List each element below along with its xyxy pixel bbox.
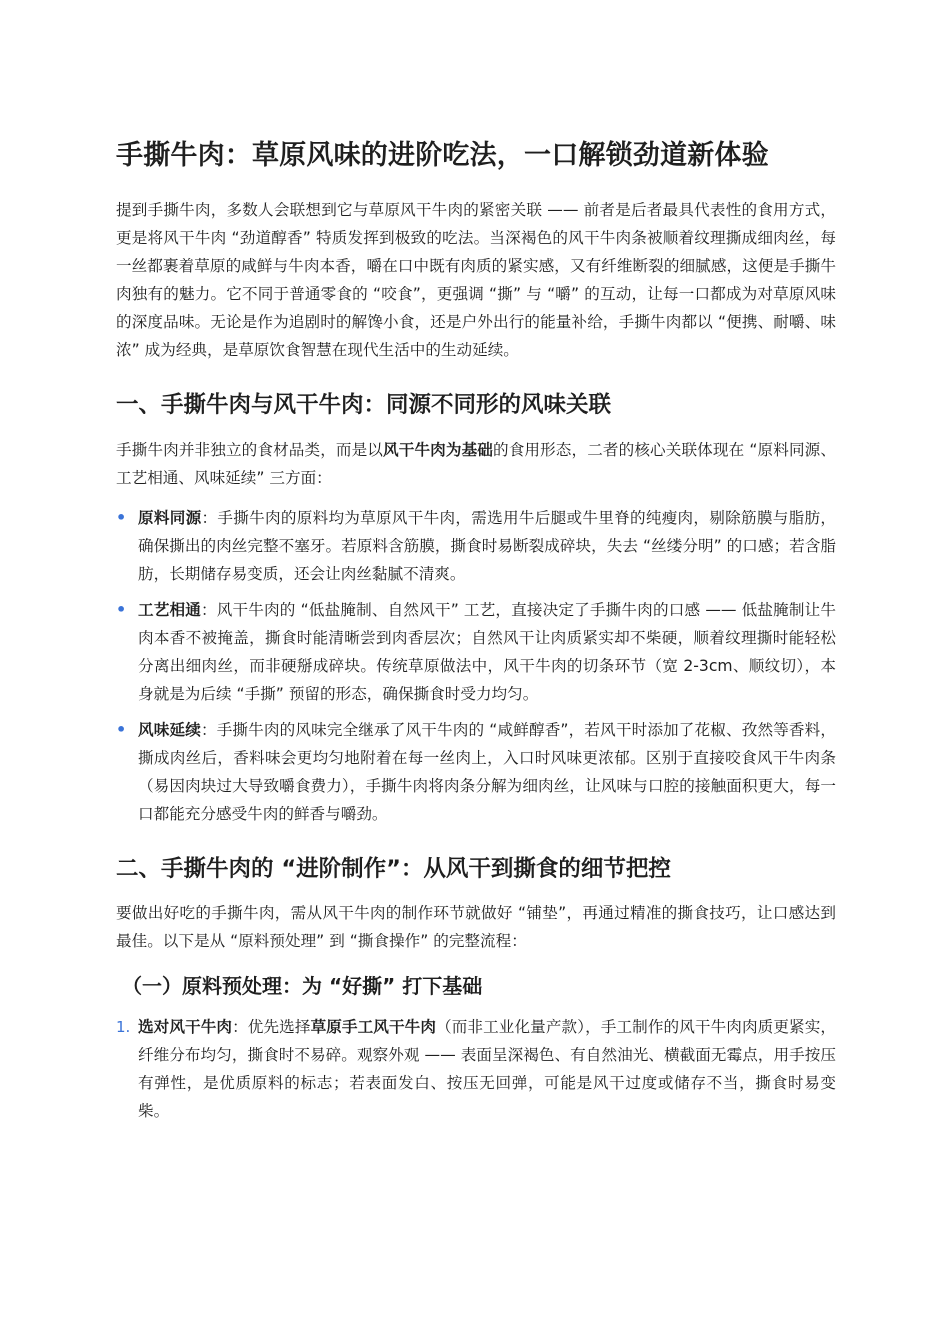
section1-bullet-list (116, 504, 836, 828)
section1-heading: 一、手撕牛肉与风干牛肉：同源不同形的风味关联 (116, 392, 612, 419)
bullet-icon: • (116, 507, 127, 527)
list-item: 1. 选对风干牛肉：优先选择草原手工风干牛肉（而非工业化量产款），手工制作的风干牛肉肉质更紧实，纤维分布均匀，撕食时不易碎。观察外观 —— 表面呈深褐色、有自然油光、横截面无霉点，用手按压有弹性，是优质原料的标志；若表面发白、按压无回弹，可能是风干过度或储存不当，撕食时易变柴。 (116, 1013, 836, 1125)
bullet-icon: • (116, 719, 127, 739)
list-item: • 风味延续：手撕牛肉的风味完全继承了风干牛肉的 “咸鲜醇香”，若风干时添加了花椒、孜然等香料，撕成肉丝后，香料味会更均匀地附着在每一丝肉上，入口时风味更浓郁。区别于直接咬食风干牛肉条（易因肉块过大导致嚼食费力），手撕牛肉将肉条分解为细肉丝，让风味与口腔的接触面积更大，每一口都能充分感受牛肉的鲜香与嚼劲。 (116, 716, 836, 828)
list-item: • 原料同源：手撕牛肉的原料均为草原风干牛肉，需选用牛后腿或牛里脊的纯瘦肉，剔除筋膜与脂肪，确保撕出的肉丝完整不塞牙。若原料含筋膜，撕食时易断裂成碎块，失去 “丝缕分明” 的口感；若含脂肪，长期储存易变质，还会让肉丝黏腻不清爽。 (116, 504, 836, 588)
section2-heading: 二、手撕牛肉的 “进阶制作”：从风干到撕食的细节把控 (116, 855, 671, 882)
intro-paragraph: 提到手撕牛肉，多数人会联想到它与草原风干牛肉的紧密关联 —— 前者是后者最具代表性的食用方式，更是将风干牛肉 “劲道醇香” 特质发挥到极致的吃法。当深褐色的风干牛肉条被顺着纹理撕成细肉丝，每一丝都裹着草原的咸鲜与牛肉本香，嚼在口中既有肉质的紧实感，又有纤维断裂的细腻感，这便是手撕牛肉独有的魅力。它不同于普通零食的 “咬食”，更强调 “撕” 与 “嚼” 的互动，让每一口都成为对草原风味的深度品味。无论是作为追剧时的解馋小食，还是户外出行的能量补给，手撕牛肉都以 “便携、耐嚼、味浓” 成为经典，是草原饮食智慧在现代生活中的生动延续。 (116, 201, 836, 360)
list-item: • 工艺相通：风干牛肉的 “低盐腌制、自然风干” 工艺，直接决定了手撕牛肉的口感 —— 低盐腌制让牛肉本香不被掩盖，撕食时能清晰尝到肉香层次；自然风干让肉质紧实却不柴硬，顺着纹理撕时能轻松分离出细肉丝，而非硬掰成碎块。传统草原做法中，风干牛肉的切条环节（宽 2-3cm、顺纹切），本身就是为后续 “手撕” 预留的形态，确保撕食时受力均匀。 (116, 596, 836, 708)
section2-subheading: （一）原料预处理：为 “好撕” 打下基础 (122, 974, 483, 999)
section2-lead: 要做出好吃的手撕牛肉，需从风干牛肉的制作环节就做好 “铺垫”，再通过精准的撕食技巧，让口感达到最佳。以下是从 “原料预处理” 到 “撕食操作” 的完整流程： (116, 904, 836, 951)
document-page (116, 138, 836, 1133)
section1-lead: 手撕牛肉并非独立的食材品类，而是以风干牛肉为基础的食用形态，二者的核心关联体现在 “原料同源、工艺相通、风味延续” 三方面： (116, 440, 836, 487)
list-number: 1. (116, 1018, 131, 1037)
section1-lead-bold: 风干牛肉为基础 (383, 440, 493, 459)
section2-numbered-list (116, 1013, 836, 1125)
bullet-icon: • (116, 599, 127, 619)
page-title: 手撕牛肉：草原风味的进阶吃法，一口解锁劲道新体验 (116, 140, 769, 171)
